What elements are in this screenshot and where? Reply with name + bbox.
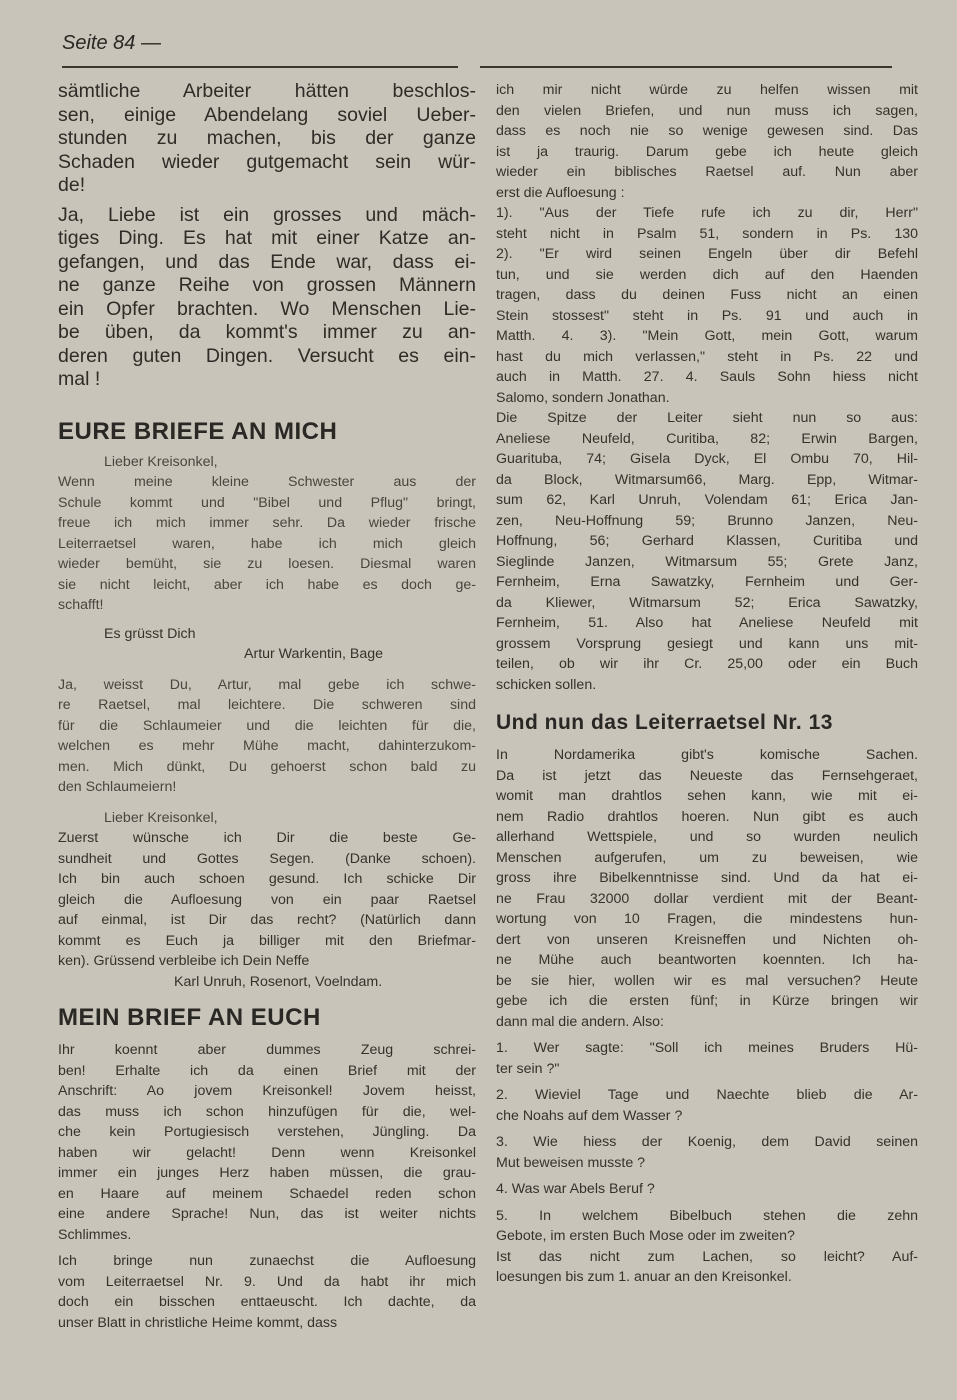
letter2-signature: Karl Unruh, Rosenort, Voelndam. <box>174 973 383 990</box>
text-line: Schlimmes. <box>58 1226 132 1243</box>
text-line: Zuerst wünsche ich Dir die beste Ge- <box>58 830 476 846</box>
solution-text <box>496 203 918 408</box>
text-line: en Haare auf meinem Schaedel reden schon <box>58 1185 476 1202</box>
text-line: freue ich mich immer sehr. Da wieder frische <box>58 515 476 531</box>
text-line: gebe ich die ersten fünf; in Kürze bringen wir <box>496 993 918 1009</box>
question-5 <box>496 1206 918 1247</box>
text-line: unser Blatt in christliche Heime kommt, dass <box>58 1314 338 1331</box>
text-line: mal ! <box>58 368 101 390</box>
text-line: ich mir nicht würde zu helfen wissen mit <box>496 82 918 98</box>
text-line: gleich die Aufloesung von ein paar Raetsel <box>58 891 476 908</box>
text-line: grossem Vorsprung gesiegt und kann uns mit- <box>496 635 918 652</box>
text-line: Anschrift: Ao jovem Kreisonkel! Jovem heisst, <box>58 1083 476 1099</box>
text-line: Die Spitze der Leiter sieht nun so aus: <box>496 410 918 426</box>
reply1-body <box>58 675 476 798</box>
text-line: tun, und sie werden dich auf den Haenden <box>496 266 918 283</box>
text-line: 2. Wieviel Tage und Naechte blieb die Ar- <box>496 1087 918 1103</box>
letter1-salutation: Lieber Kreisonkel, <box>104 453 218 470</box>
text-line: stunden zu machen, bis der ganze <box>58 127 476 149</box>
text-line: Ihr koennt aber dummes Zeug schrei- <box>58 1042 476 1058</box>
text-line: Ich bringe nun zunaechst die Aufloesung <box>58 1253 476 1269</box>
text-line: Fernheim, 51. Also hat Aneliese Neufeld mit <box>496 615 918 631</box>
text-line: Schaden wieder gutgemacht sein wür- <box>58 150 476 173</box>
text-line: allerhand Wettspiele, und so wurden neulich <box>496 829 918 845</box>
page-header: Seite 84 — <box>62 32 161 54</box>
heading-leiterraetsel: Und nun das Leiterraetsel Nr. 13 <box>496 711 833 734</box>
text-line: Stein stossest" steht in Ps. 91 und auch in <box>496 307 918 324</box>
text-line: schicken sollen. <box>496 676 597 693</box>
text-line: auch in Matth. 27. 4. Sauls Sohn hiess nicht <box>496 369 918 385</box>
text-line: deren guten Dingen. Versucht es ein- <box>58 344 476 367</box>
text-line: Da ist jetzt das Neueste das Fernsehgeraet, <box>496 767 918 784</box>
winners-text <box>496 408 918 695</box>
text-line: Guarituba, 74; Gisela Dyck, El Ombu 70, Hil- <box>496 451 918 467</box>
text-line: gross ihre Bibelkenntnisse sind. Und da hat ei- <box>496 870 918 886</box>
text-line: Ja, Liebe ist ein grosses und mäch- <box>58 203 476 226</box>
text-line: Hoffnung, 56; Gerhard Klassen, Curitiba und <box>496 533 918 549</box>
continuation-text <box>496 80 918 203</box>
text-line: ter sein ?" <box>496 1060 560 1077</box>
question-3 <box>496 1132 918 1173</box>
text-line: men. Mich dünkt, Du gehoerst schon bald zu <box>58 758 476 775</box>
text-line: da Kliewer, Witmarsum 52; Erica Sawatzky, <box>496 594 918 611</box>
text-line: nem Radio drahtlos hoeren. Nun gibt es auch <box>496 808 918 825</box>
question-2 <box>496 1085 918 1126</box>
heading-mein-brief: MEIN BRIEF AN EUCH <box>58 1004 321 1031</box>
text-line: wieder ein biblisches Raetsel auf. Nun aber <box>496 164 918 180</box>
header-rule-right <box>480 66 892 68</box>
text-line: che kein Portugiesisch verstehen, Jüngling. Da <box>58 1124 476 1140</box>
intro-paragraph <box>58 80 476 198</box>
text-line: welchen es mehr Mühe macht, dahinterzukom- <box>58 738 476 754</box>
text-line: be üben, da kommt's immer zu an- <box>58 321 476 343</box>
right-column <box>496 80 918 1288</box>
text-line: eine andere Sprache! Nun, das ist weiter nichts <box>58 1206 476 1222</box>
text-line: dass es noch nie so wenige gewesen sind. Das <box>496 123 918 139</box>
text-line: ne ganze Reihe von grossen Männern <box>58 274 476 296</box>
heading-eure-briefe: EURE BRIEFE AN MICH <box>58 417 338 445</box>
text-line: da Block, Witmarsum66, Marg. Epp, Witmar- <box>496 471 918 488</box>
text-line: dert von unseren Kreisneffen und Nichten oh- <box>496 931 918 948</box>
closing-text <box>496 1247 918 1288</box>
text-line: 1. Wer sagte: "Soll ich meines Bruders Hü- <box>496 1040 918 1056</box>
brief-body <box>58 1040 476 1245</box>
text-line: sundheit und Gottes Segen. (Danke schoen). <box>58 850 476 867</box>
question-4 <box>496 1179 918 1200</box>
text-line: steht nicht in Psalm 51, sondern in Ps. 130 <box>496 225 918 242</box>
letter2-salutation: Lieber Kreisonkel, <box>104 809 218 826</box>
text-line: dann mal die andern. Also: <box>496 1013 664 1030</box>
letter1-signature: Artur Warkentin, Bage <box>244 646 384 662</box>
text-line: be sie hier, wollen wir es mal versuchen? Heute <box>496 972 918 989</box>
question-1 <box>496 1038 918 1079</box>
text-line: womit man drahtlos sehen kann, wie mit ei- <box>496 788 918 804</box>
left-column <box>58 80 476 1333</box>
header-rule-left <box>62 66 458 68</box>
text-line: sie nicht leicht, aber ich habe es doch ge- <box>58 576 476 593</box>
text-line: doch ein bisschen enttaeuscht. Ich dachte, da <box>58 1294 476 1310</box>
text-line: Salomo, sondern Jonathan. <box>496 389 670 406</box>
text-line: 5. In welchem Bibelbuch stehen die zehn <box>496 1207 918 1224</box>
text-line: In Nordamerika gibt's komische Sachen. <box>496 747 918 763</box>
text-line: Ich bin auch schoen gesund. Ich schicke Dir <box>58 871 476 887</box>
text-line: Ist das nicht zum Lachen, so leicht? Auf- <box>496 1248 918 1265</box>
text-line: schafft! <box>58 597 104 613</box>
text-line: kommt es Euch ja billiger mit den Briefmar- <box>58 932 476 949</box>
text-line: Menschen aufgerufen, um zu beweisen, wie <box>496 849 918 866</box>
text-line: immer ein junges Herz haben müssen, die grau- <box>58 1165 476 1181</box>
letter2-body <box>58 828 476 972</box>
text-line: Leiterraetsel waren, habe ich mich gleich <box>58 535 476 552</box>
text-line: zen, Neu-Hoffnung 59; Brunno Janzen, Neu- <box>496 512 918 529</box>
text-line: Wenn meine kleine Schwester aus der <box>58 474 476 490</box>
text-line: Gebote, im ersten Buch Mose oder im zweiten? <box>496 1228 795 1244</box>
text-line: che Noahs auf dem Wasser ? <box>496 1107 683 1124</box>
text-line: teilen, ob wir ihr Cr. 25,00 oder ein Buch <box>496 656 918 672</box>
text-line: hast du mich verlassen," steht in Ps. 22 und <box>496 348 918 365</box>
text-line: 3. Wie hiess der Koenig, dem David seinen <box>496 1134 918 1150</box>
text-line: Ja, weisst Du, Artur, mal gebe ich schwe- <box>58 676 476 693</box>
letter1-greeting: Es grüsst Dich <box>104 625 196 642</box>
text-line: ein Opfer brachten. Wo Menschen Lie- <box>58 297 476 320</box>
text-line: gefangen, und das Ende war, dass ei- <box>58 250 476 273</box>
text-line: ist ja traurig. Darum gebe ich heute gleich <box>496 143 918 160</box>
text-line: den Schlaumeiern! <box>58 779 177 795</box>
text-line: re Raetsel, mal leichtere. Die schweren sind <box>58 697 476 713</box>
text-line: den vielen Briefen, und nun muss ich sagen, <box>496 102 918 119</box>
text-line: für die Schlaumeier und die leichten für die, <box>58 717 476 734</box>
text-line: 2). "Er wird seinen Engeln über dir Befehl <box>496 246 918 262</box>
text-line: 4. Was war Abels Beruf ? <box>496 1181 655 1197</box>
text-line: wieder bemüht, sie zu loesen. Diesmal waren <box>58 556 476 572</box>
text-line: Mut beweisen musste ? <box>496 1154 646 1171</box>
text-line: ne Mühe auch beantworten koennten. Ich ha- <box>496 952 918 968</box>
text-line: tiges Ding. Es hat mit einer Katze an- <box>58 227 476 249</box>
text-line: erst die Aufloesung : <box>496 184 625 201</box>
text-line: Matth. 4. 3). "Mein Gott, mein Gott, warum <box>496 328 918 344</box>
text-line: das muss ich schon hinzufügen für die, wel- <box>58 1103 476 1120</box>
text-line: haben wir gelacht! Denn wenn Kreisonkel <box>58 1144 476 1161</box>
text-line: loesungen bis zum 1. anuar an den Kreisonkel. <box>496 1269 792 1285</box>
text-line: Fernheim, Erna Sawatzky, Fernheim und Ger- <box>496 574 918 590</box>
text-line: sen, einige Abendelang soviel Ueber- <box>58 103 476 126</box>
text-line: vom Leiterraetsel Nr. 9. Und da habt ihr mich <box>58 1273 476 1290</box>
text-line: tragen, dass du deinen Fuss nicht an einen <box>496 287 918 303</box>
letter1-body <box>58 472 476 616</box>
text-line: sum 62, Karl Unruh, Volendam 61; Erica Jan- <box>496 492 918 508</box>
brief-body-2 <box>58 1251 476 1333</box>
text-line: ben! Erhalte ich da einen Brief mit der <box>58 1062 476 1079</box>
text-line: auf einmal, ist Dir das recht? (Natürlich dann <box>58 912 476 928</box>
text-line: ne Frau 32000 dollar verdient mit der Beant- <box>496 890 918 907</box>
text-line: Schule kommt und "Bibel und Pflug" bringt, <box>58 494 476 511</box>
text-line: wortung von 10 Fragen, die mindestens hun- <box>496 911 918 927</box>
text-line: sämtliche Arbeiter hätten beschlos- <box>58 80 476 102</box>
raetsel-intro <box>496 745 918 1032</box>
text-line: de! <box>58 174 86 196</box>
text-line: 1). "Aus der Tiefe rufe ich zu dir, Herr" <box>496 205 918 221</box>
intro-paragraph-2 <box>58 204 476 392</box>
text-line: Sieglinde Janzen, Witmarsum 55; Grete Janz, <box>496 553 918 570</box>
text-line: Aneliese Neufeld, Curitiba, 82; Erwin Bargen, <box>496 430 918 447</box>
text-line: ken). Grüssend verbleibe ich Dein Neffe <box>58 953 310 969</box>
